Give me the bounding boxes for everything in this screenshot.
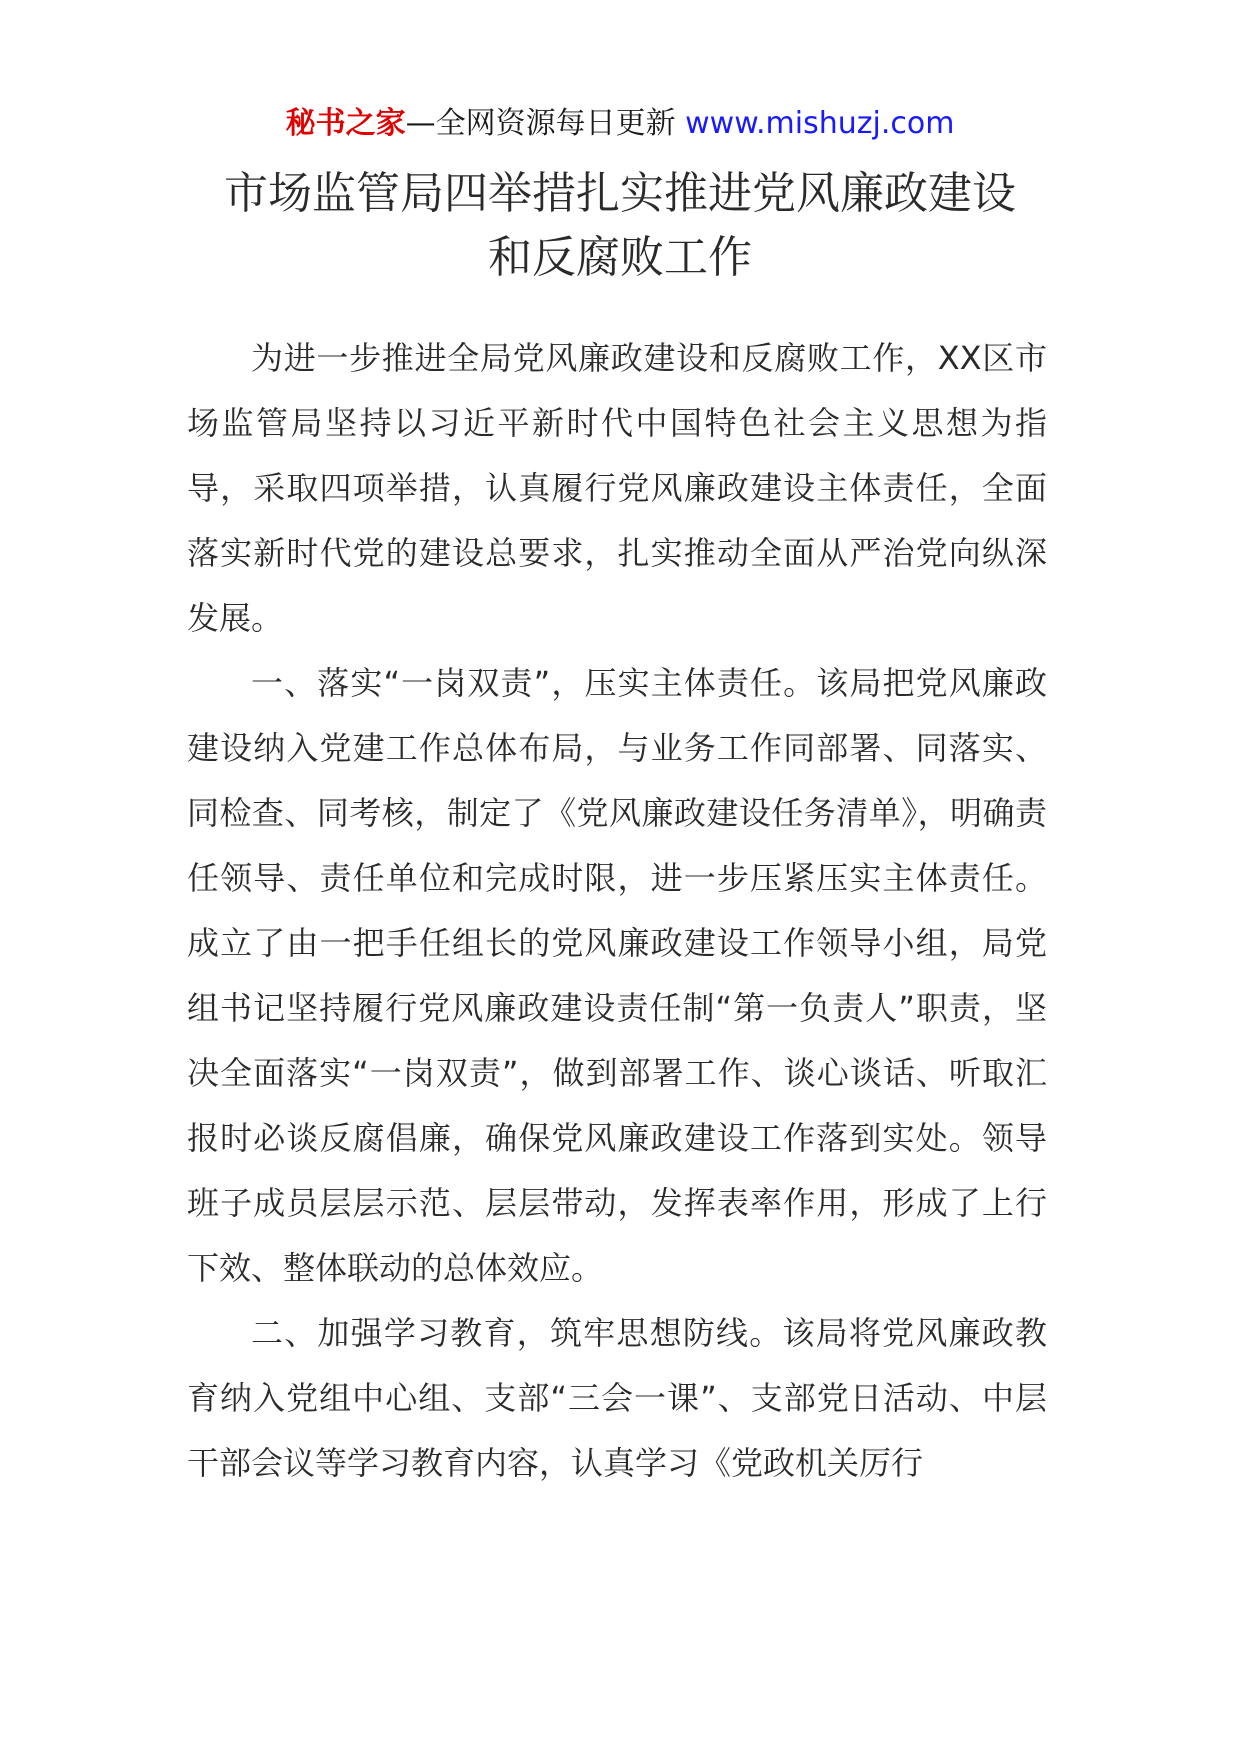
brand-name: 秘书之家 bbox=[285, 106, 406, 141]
document-body bbox=[187, 326, 1047, 1496]
title-line-2: 和反腐败工作 bbox=[488, 232, 752, 283]
document-title bbox=[0, 162, 1240, 290]
header-slogan: —全网资源每日更新 bbox=[405, 106, 676, 141]
paragraph-section-2: 二、加强学习教育，筑牢思想防线。该局将党风廉政教育纳入党组中心组、支部“三会一课”、支部党日活动、中层干部会议等学习教育内容，认真学习《党政机关厉行 bbox=[187, 1314, 1047, 1482]
site-url-link[interactable]: www.mishuzj.com bbox=[685, 106, 955, 141]
paragraph-intro: 为进一步推进全局党风廉政建设和反腐败工作，XX区市场监管局坚持以习近平新时代中国特色社会主义思想为指导，采取四项举措，认真履行党风廉政建设主体责任，全面落实新时代党的建设总要求，扎实推动全面从严治党向纵深发展。 bbox=[187, 339, 1047, 637]
paragraph-section-1: 一、落实“一岗双责”，压实主体责任。该局把党风廉政建设纳入党建工作总体布局，与业务工作同部署、同落实、同检查、同考核，制定了《党风廉政建设任务清单》，明确责任领导、责任单位和完成时限，进一步压紧压实主体责任。成立了由一把手任组长的党风廉政建设工作领导小组，局党组书记坚持履行党风廉政建设责任制“第一负责人”职责，坚决全面落实“一岗双责”，做到部署工作、谈心谈话、听取汇报时必谈反腐倡廉，确保党风廉政建设工作落到实处。领导班子成员层层示范、层层带动，发挥表率作用，形成了上行下效、整体联动的总体效应。 bbox=[187, 664, 1047, 1287]
title-line-1: 市场监管局四举措扎实推进党风廉政建设 bbox=[224, 168, 1016, 219]
watermark-header bbox=[0, 104, 1240, 144]
